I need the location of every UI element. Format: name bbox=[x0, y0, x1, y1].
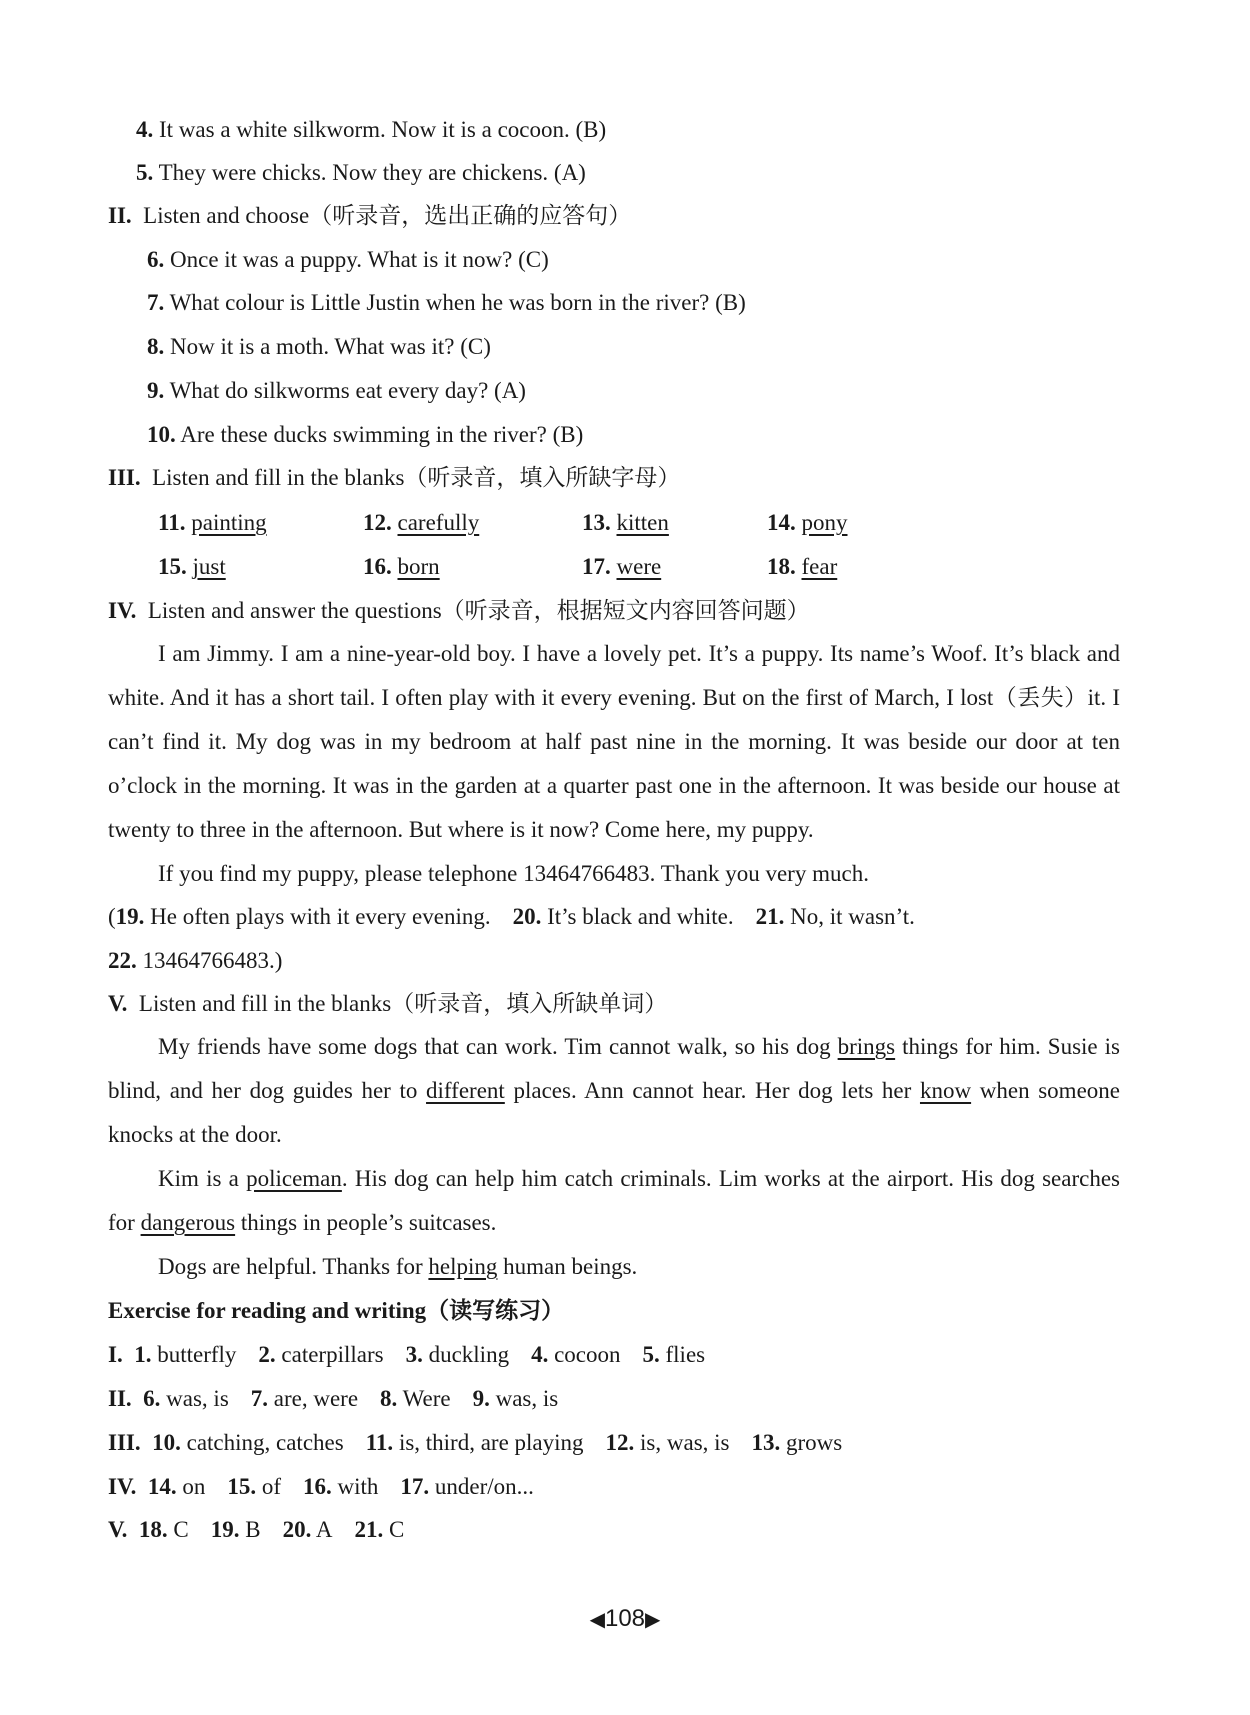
fill-in-item: 16. born bbox=[363, 554, 440, 579]
passage-dogs bbox=[108, 1025, 1120, 1289]
section-heading-v: V. Listen and fill in the blanks（听录音，填入所缺单词） bbox=[108, 991, 668, 1016]
fill-in-item: 13. kitten bbox=[582, 510, 669, 535]
rw-row-ii: II. 6. was, is 7. are, were 8. Were 9. was, is bbox=[108, 1386, 559, 1411]
arrow-left-icon: ◀ bbox=[589, 1609, 605, 1631]
fill-in-item: 18. fear bbox=[767, 554, 838, 579]
answer-item: 5. They were chicks. Now they are chickens. (A) bbox=[136, 160, 586, 185]
rw-row-iv: IV. 14. on 15. of 16. with 17. under/on... bbox=[108, 1474, 534, 1499]
fill-in-item: 14. pony bbox=[767, 510, 848, 535]
answer-item: 4. It was a white silkworm. Now it is a cocoon. (B) bbox=[136, 117, 607, 142]
arrow-right-icon: ▶ bbox=[645, 1609, 661, 1631]
answer-item: 6. Once it was a puppy. What is it now? (C) bbox=[147, 247, 549, 272]
passage-jimmy: I am Jimmy. I am a nine-year-old boy. I have a lovely pet. It’s a puppy. Its name’s Woof. It’s black and white. And it has a short tail. I often play with it every evening. But on the first of March, I lost（丢失）it. I can’t find it. My dog was in my bedroom at half past nine in the morning. It was beside our door at ten o’clock in the morning. It was in the garden at a quarter past one in the afternoon. It was beside our house at twenty to three in the afternoon. But where is it now? Come here, my puppy. If you find my puppy, please telephone 13464766483. Thank you very much. bbox=[108, 641, 1120, 886]
rw-row-iii: III. 10. catching, catches 11. is, third, are playing 12. is, was, is 13. grows bbox=[108, 1430, 843, 1455]
section-heading-iii: III. Listen and fill in the blanks（听录音，填入所缺字母） bbox=[108, 465, 681, 490]
section-heading-ii: II. Listen and choose（听录音，选出正确的应答句） bbox=[108, 203, 632, 228]
fill-in-item: 17. were bbox=[582, 554, 662, 579]
section-heading-reading-writing: Exercise for reading and writing（读写练习） bbox=[108, 1298, 565, 1323]
fill-in-item: 15. just bbox=[158, 554, 226, 579]
answer-item: 7. What colour is Little Justin when he was born in the river? (B) bbox=[147, 290, 746, 315]
answer-item: 9. What do silkworms eat every day? (A) bbox=[147, 378, 526, 403]
section-heading-iv: IV. Listen and answer the questions（听录音，根据短文内容回答问题） bbox=[108, 598, 810, 623]
answer-item: 10. Are these ducks swimming in the river? (B) bbox=[147, 422, 584, 447]
answers-row: (19. He often plays with it every evening. 20. It’s black and white. 21. No, it wasn’t. bbox=[108, 904, 915, 929]
rw-row-v: V. 18. C 19. B 20. A 21. C bbox=[108, 1517, 405, 1542]
rw-row-i: I. 1. butterfly 2. caterpillars 3. duckling 4. cocoon 5. flies bbox=[108, 1342, 706, 1367]
passage-paragraph: Kim is a policeman. His dog can help him catch criminals. Lim works at the airport. His dog searches for dangerous things in people’s suitcases. bbox=[108, 1166, 1120, 1235]
passage-paragraph: My friends have some dogs that can work. Tim cannot walk, so his dog brings things for him. Susie is blind, and her dog guides her to different places. Ann cannot hear. Her dog lets her know when someone knocks at the door. bbox=[108, 1034, 1120, 1147]
fill-in-item: 12. carefully bbox=[363, 510, 480, 535]
fill-in-item: 11. painting bbox=[158, 510, 267, 535]
page-number: ◀108▶ bbox=[589, 1605, 661, 1632]
passage-paragraph: Dogs are helpful. Thanks for helping human beings. bbox=[158, 1254, 638, 1279]
answers-row: 22. 13464766483.) bbox=[108, 948, 283, 973]
answer-item: 8. Now it is a moth. What was it? (C) bbox=[147, 334, 491, 359]
